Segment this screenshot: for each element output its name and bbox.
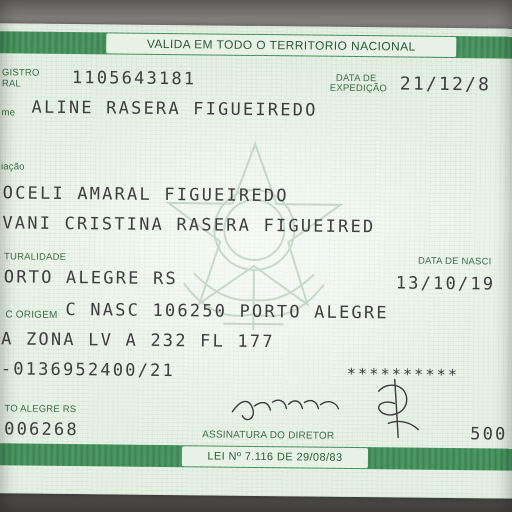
registro-label-2: RAL <box>1 78 21 90</box>
expedicao-label-2: EXPEDIÇÃO <box>329 82 388 95</box>
top-security-band <box>0 31 512 59</box>
nome-value: ALINE RASERA FIGUEIREDO <box>31 97 318 121</box>
local-value: 006268 <box>4 419 79 441</box>
cpf-mask: ********** <box>346 364 460 385</box>
filiacao-mother: VANI CRISTINA RASERA FIGUEIRED <box>2 213 376 238</box>
bottom-security-band <box>0 443 512 471</box>
origem-line-1: C NASC 106250 PORTO ALEGRE <box>65 299 389 324</box>
validity-banner: VALIDA EM TODO O TERRITORIO NACIONAL <box>106 33 456 57</box>
right-code: 500 <box>470 424 508 445</box>
registro-label-1: GISTRO <box>1 67 40 79</box>
nascimento-value: 13/10/19 <box>395 273 496 295</box>
expedicao-value: 21/12/8 <box>399 73 492 96</box>
law-reference: LEI Nº 7.116 DE 29/08/83 <box>182 446 368 468</box>
filiacao-label: iação <box>0 161 25 173</box>
expedicao-label-1: DATA DE <box>335 72 377 85</box>
naturalidade-label: TURALIDADE <box>3 251 67 263</box>
naturalidade-value: ORTO ALEGRE RS <box>3 267 179 290</box>
identity-card <box>0 23 512 499</box>
cpf-value: -0136952400/21 <box>0 359 176 382</box>
nome-label: me <box>1 107 16 119</box>
origem-label: C ORIGEM <box>5 309 58 321</box>
origem-line-2: A ZONA LV A 232 FL 177 <box>1 329 275 353</box>
assinatura-label: ASSINATURA DO DIRETOR <box>202 429 335 442</box>
nascimento-label: DATA DE NASCI <box>417 255 492 268</box>
registro-value: 1105643181 <box>71 68 197 90</box>
local-label: TO ALEGRE RS <box>4 403 77 416</box>
filiacao-father: OCELI AMARAL FIGUEIREDO <box>2 183 289 207</box>
